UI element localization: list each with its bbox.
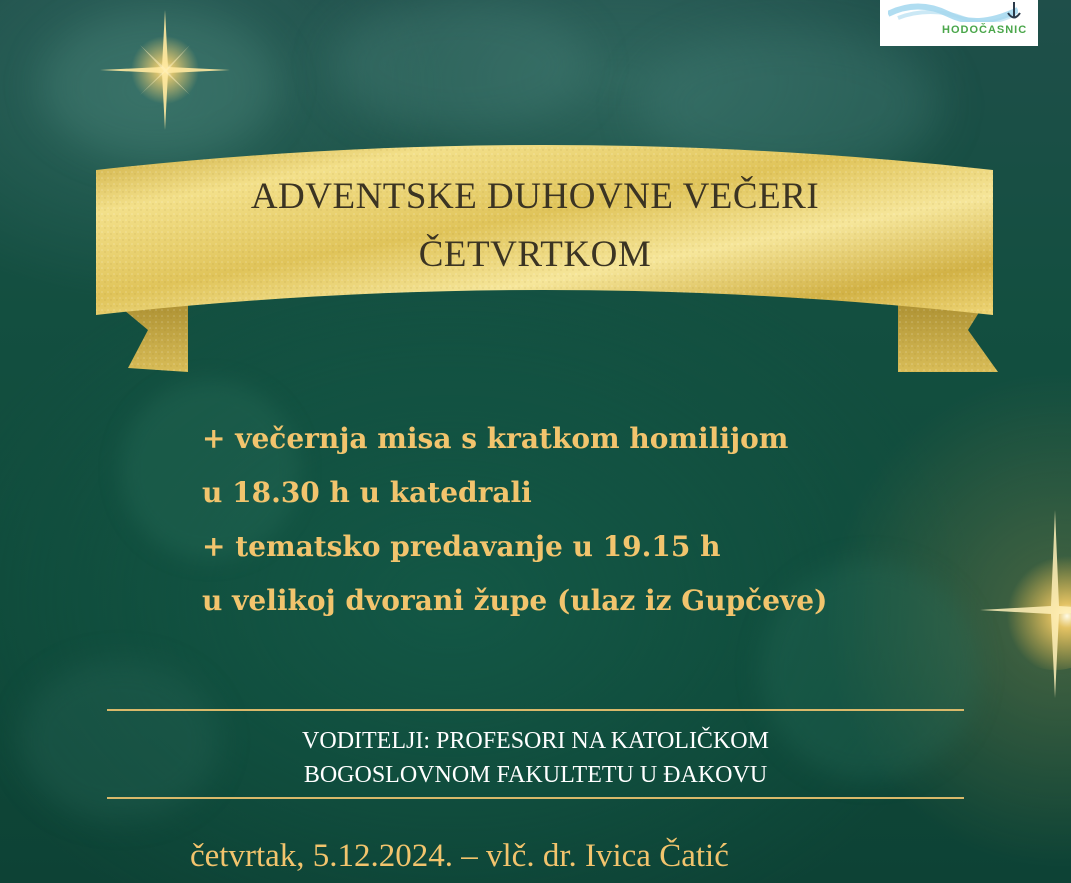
leaders-line: VODITELJI: PROFESORI NA KATOLIČKOM — [302, 728, 769, 754]
sparkle-icon — [95, 5, 235, 135]
program-line: + večernja misa s kratkom homilijom — [202, 422, 789, 455]
banner-title-line-2: ČETVRTKOM — [418, 234, 652, 275]
schedule-entry: četvrtak, 5.12.2024. – vlč. dr. Ivica Čatić — [190, 838, 729, 874]
wave-icon — [888, 2, 1018, 22]
logo-text: HODOČASNIC — [942, 24, 1028, 36]
divider-line — [107, 797, 964, 799]
program-line: u 18.30 h u katedrali — [202, 476, 532, 509]
program-line: + tematsko predavanje u 19.15 h — [202, 530, 721, 563]
program-line: u velikoj dvorani župe (ulaz iz Gupčeve) — [202, 584, 828, 617]
anchor-icon — [1003, 0, 1025, 24]
background-blur — [40, 10, 280, 160]
leaders-line: BOGOSLOVNOM FAKULTETU U ĐAKOVU — [303, 762, 768, 788]
banner-title-line-1: ADVENTSKE DUHOVNE VEČERI — [250, 176, 820, 217]
program-list — [202, 420, 1022, 636]
leaders-block — [107, 724, 964, 792]
background-blur — [330, 0, 590, 130]
divider-line — [107, 709, 964, 711]
